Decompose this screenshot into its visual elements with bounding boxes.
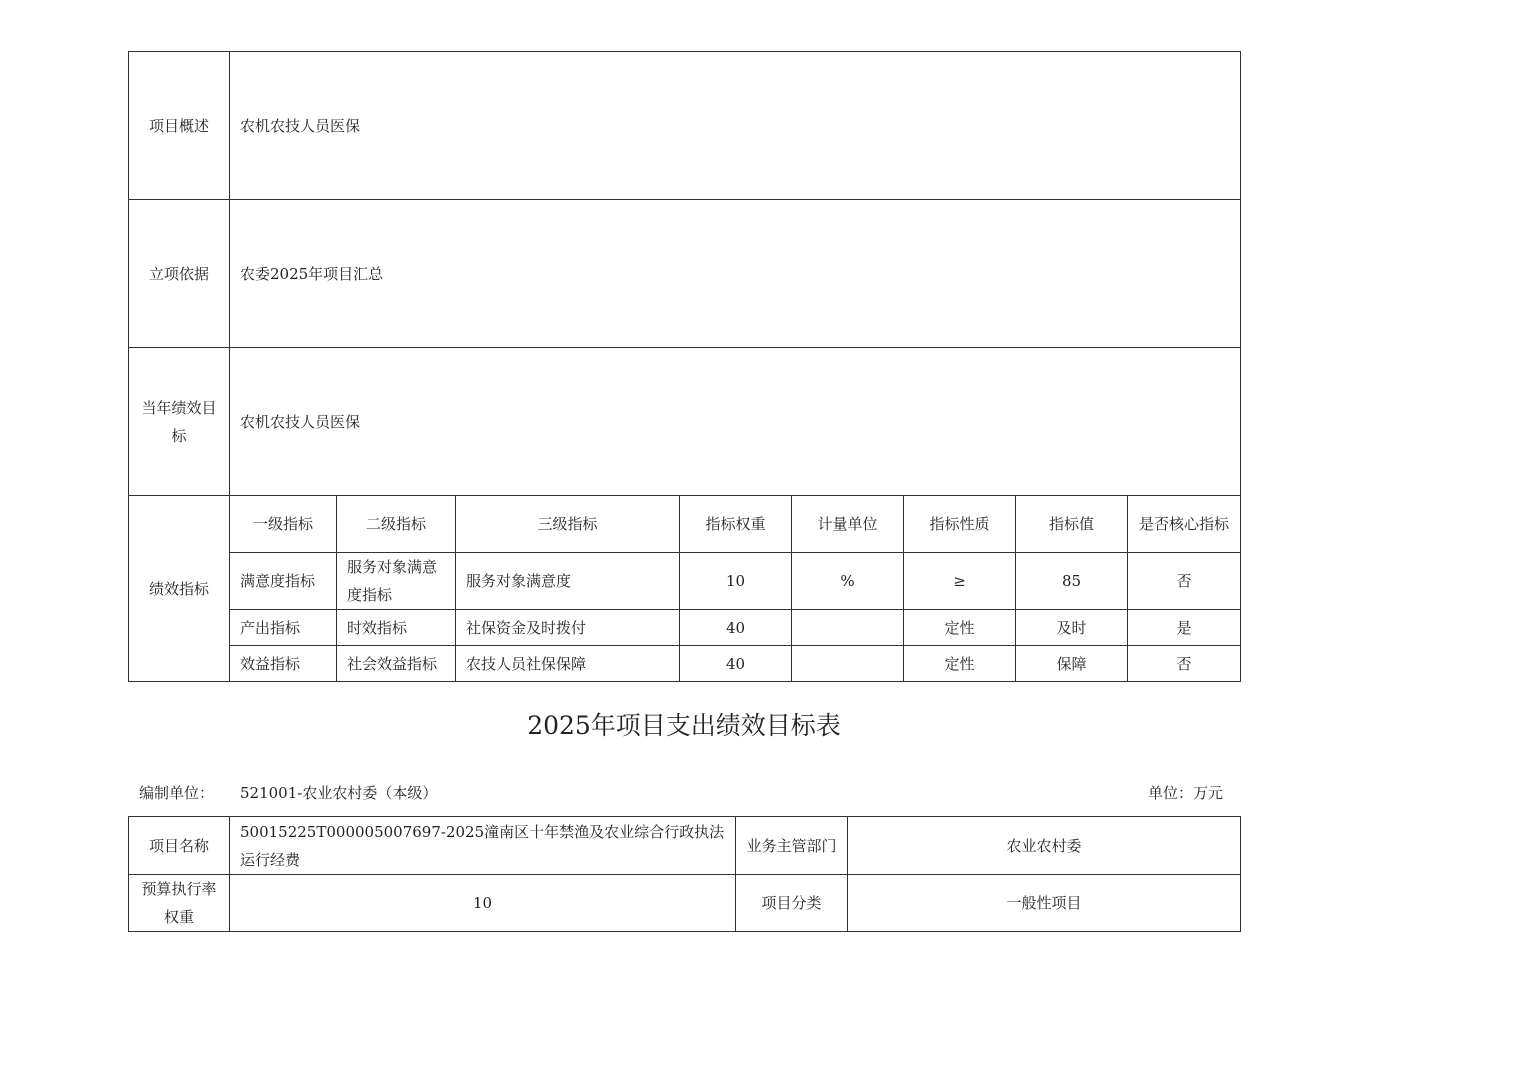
value-cell: 及时 xyxy=(1016,610,1128,646)
category-value: 一般性项目 xyxy=(848,875,1241,932)
goal-value: 农机农技人员医保 xyxy=(230,348,1241,496)
header-cell: 指标值 xyxy=(1016,496,1128,553)
header-cell: 一级指标 xyxy=(230,496,337,553)
rate-value: 10 xyxy=(230,875,736,932)
unit-cell xyxy=(792,610,904,646)
core-cell: 是 xyxy=(1128,610,1241,646)
weight-cell: 40 xyxy=(680,610,792,646)
unit-cell xyxy=(792,646,904,682)
indicator-header-row xyxy=(129,496,1241,553)
overview-row xyxy=(129,52,1241,200)
weight-cell: 40 xyxy=(680,646,792,682)
dept-label: 业务主管部门 xyxy=(736,817,848,875)
level3-cell: 农技人员社保保障 xyxy=(456,646,680,682)
performance-table xyxy=(128,51,1241,682)
nature-cell: 定性 xyxy=(904,610,1016,646)
rate-row xyxy=(129,875,1241,932)
unit-cell: % xyxy=(792,553,904,610)
value-cell: 85 xyxy=(1016,553,1128,610)
basis-value: 农委2025年项目汇总 xyxy=(230,200,1241,348)
project-name-value: 50015225T000005007697-2025潼南区十年禁渔及农业综合行政执法运行经费 xyxy=(230,817,736,875)
header-cell: 指标性质 xyxy=(904,496,1016,553)
project-name-label: 项目名称 xyxy=(129,817,230,875)
project-name-row xyxy=(129,817,1241,875)
table-row xyxy=(129,646,1241,682)
overview-value: 农机农技人员医保 xyxy=(230,52,1241,200)
header-cell: 三级指标 xyxy=(456,496,680,553)
level1-cell: 产出指标 xyxy=(230,610,337,646)
level1-cell: 满意度指标 xyxy=(230,553,337,610)
goal-label: 当年绩效目标 xyxy=(129,348,230,496)
header-cell: 是否核心指标 xyxy=(1128,496,1241,553)
goal-row xyxy=(129,348,1241,496)
core-cell: 否 xyxy=(1128,553,1241,610)
header-cell: 计量单位 xyxy=(792,496,904,553)
basis-row xyxy=(129,200,1241,348)
weight-cell: 10 xyxy=(680,553,792,610)
level1-cell: 效益指标 xyxy=(230,646,337,682)
org-label: 编制单位： xyxy=(139,784,215,802)
header-cell: 指标权重 xyxy=(680,496,792,553)
level2-cell: 服务对象满意度指标 xyxy=(337,553,456,610)
nature-cell: ≥ xyxy=(904,553,1016,610)
indicators-label: 绩效指标 xyxy=(129,496,230,682)
level3-cell: 社保资金及时拨付 xyxy=(456,610,680,646)
unit-text: 单位：万元 xyxy=(1148,784,1224,802)
page-title: 2025年项目支出绩效目标表 xyxy=(527,711,841,740)
overview-label: 项目概述 xyxy=(129,52,230,200)
level2-cell: 时效指标 xyxy=(337,610,456,646)
project-info-table xyxy=(128,816,1241,932)
table-row xyxy=(129,553,1241,610)
category-label: 项目分类 xyxy=(736,875,848,932)
rate-label: 预算执行率权重 xyxy=(129,875,230,932)
core-cell: 否 xyxy=(1128,646,1241,682)
value-cell: 保障 xyxy=(1016,646,1128,682)
header-cell: 二级指标 xyxy=(337,496,456,553)
dept-value: 农业农村委 xyxy=(848,817,1241,875)
level3-cell: 服务对象满意度 xyxy=(456,553,680,610)
table-row xyxy=(129,610,1241,646)
basis-label: 立项依据 xyxy=(129,200,230,348)
level2-cell: 社会效益指标 xyxy=(337,646,456,682)
org-value: 521001-农业农村委（本级） xyxy=(240,784,438,802)
nature-cell: 定性 xyxy=(904,646,1016,682)
